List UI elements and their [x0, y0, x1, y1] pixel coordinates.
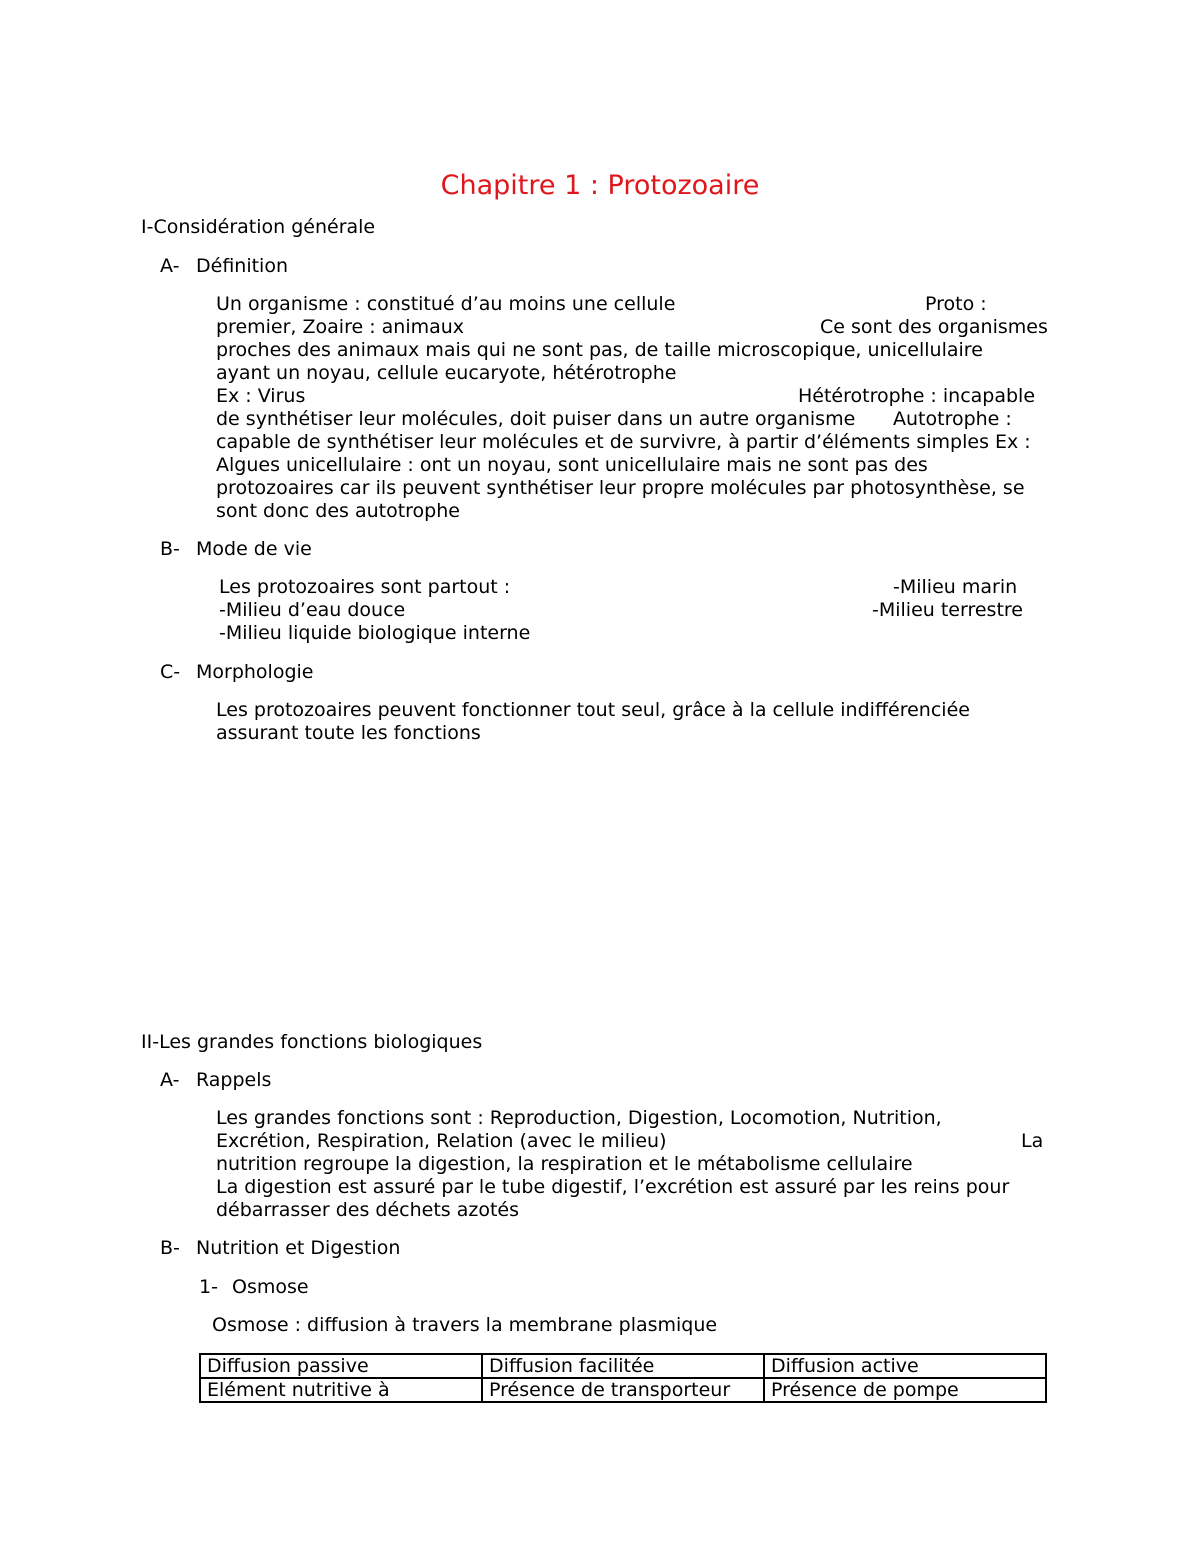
text-line: Les protozoaires sont partout : — [219, 576, 511, 598]
table-row — [200, 1378, 1046, 1402]
text-line: nutrition regroupe la digestion, la respiration et le métabolisme cellulaire — [216, 1153, 913, 1175]
table-cell: Elément nutritive à — [200, 1378, 482, 1402]
subsection-nutrition-heading: Nutrition et Digestion — [196, 1237, 401, 1259]
text-line-right: Hétérotrophe : incapable — [798, 385, 1036, 407]
text-line: assurant toute les fonctions — [216, 722, 481, 744]
text-line: premier, Zoaire : animaux — [216, 316, 465, 338]
section-2-heading: II-Les grandes fonctions biologiques — [141, 1031, 483, 1053]
osmose-definition: Osmose : diffusion à travers la membrane plasmique — [212, 1314, 718, 1336]
subsection-b-heading: Mode de vie — [196, 538, 312, 560]
text-line: proches des animaux mais qui ne sont pas, de taille microscopique, unicellulaire — [216, 339, 983, 361]
text-line: débarrasser des déchets azotés — [216, 1199, 520, 1221]
osmose-heading: Osmose — [232, 1276, 309, 1298]
text-line: -Milieu liquide biologique interne — [219, 622, 531, 644]
subsection-rappels-heading: Rappels — [196, 1069, 272, 1091]
subsection-c-heading: Morphologie — [196, 661, 314, 683]
subsection-b-label: B- — [160, 538, 180, 560]
table-cell: Présence de pompe — [764, 1378, 1046, 1402]
text-line: Un organisme : constitué d’au moins une cellule — [216, 293, 676, 315]
text-line-right: -Milieu terrestre — [872, 599, 1023, 621]
text-line: ayant un noyau, cellule eucaryote, hétérotrophe — [216, 362, 677, 384]
section-1-heading: I-Considération générale — [141, 216, 376, 238]
table-row — [200, 1354, 1046, 1378]
text-line: Les grandes fonctions sont : Reproduction, Digestion, Locomotion, Nutrition, — [216, 1107, 942, 1129]
text-line: Ex : Virus — [216, 385, 306, 407]
subsection-rappels-label: A- — [160, 1069, 180, 1091]
text-line-right: Ce sont des organismes — [820, 316, 1048, 338]
text-line: protozoaires car ils peuvent synthétiser leur propre molécules par photosynthèse, se — [216, 477, 1025, 499]
text-line: Algues unicellulaire : ont un noyau, sont unicellulaire mais ne sont pas des — [216, 454, 928, 476]
diffusion-table — [199, 1353, 1047, 1403]
text-line: Excrétion, Respiration, Relation (avec le milieu) — [216, 1130, 667, 1152]
subsection-nutrition-label: B- — [160, 1237, 180, 1259]
text-line: sont donc des autotrophe — [216, 500, 460, 522]
page-title: Chapitre 1 : Protozoaire — [440, 170, 760, 201]
subsection-a-label: A- — [160, 255, 180, 277]
text-line: La digestion est assuré par le tube digestif, l’excrétion est assuré par les reins pour — [216, 1176, 1010, 1198]
text-line: capable de synthétiser leur molécules et de survivre, à partir d’éléments simples Ex : — [216, 431, 1031, 453]
table-cell: Diffusion passive — [200, 1354, 482, 1378]
text-line-right: Autotrophe : — [893, 408, 1012, 430]
text-line-right: -Milieu marin — [893, 576, 1018, 598]
text-line-right: La — [1021, 1130, 1044, 1152]
text-line: Les protozoaires peuvent fonctionner tout seul, grâce à la cellule indifférenciée — [216, 699, 970, 721]
subsection-a-heading: Définition — [196, 255, 289, 277]
text-line-right: Proto : — [925, 293, 987, 315]
table-cell: Présence de transporteur — [482, 1378, 764, 1402]
text-line: de synthétiser leur molécules, doit puiser dans un autre organisme — [216, 408, 856, 430]
subsection-c-label: C- — [160, 661, 181, 683]
text-line: -Milieu d’eau douce — [219, 599, 406, 621]
osmose-label: 1- — [199, 1276, 218, 1298]
table-cell: Diffusion active — [764, 1354, 1046, 1378]
table-cell: Diffusion facilitée — [482, 1354, 764, 1378]
